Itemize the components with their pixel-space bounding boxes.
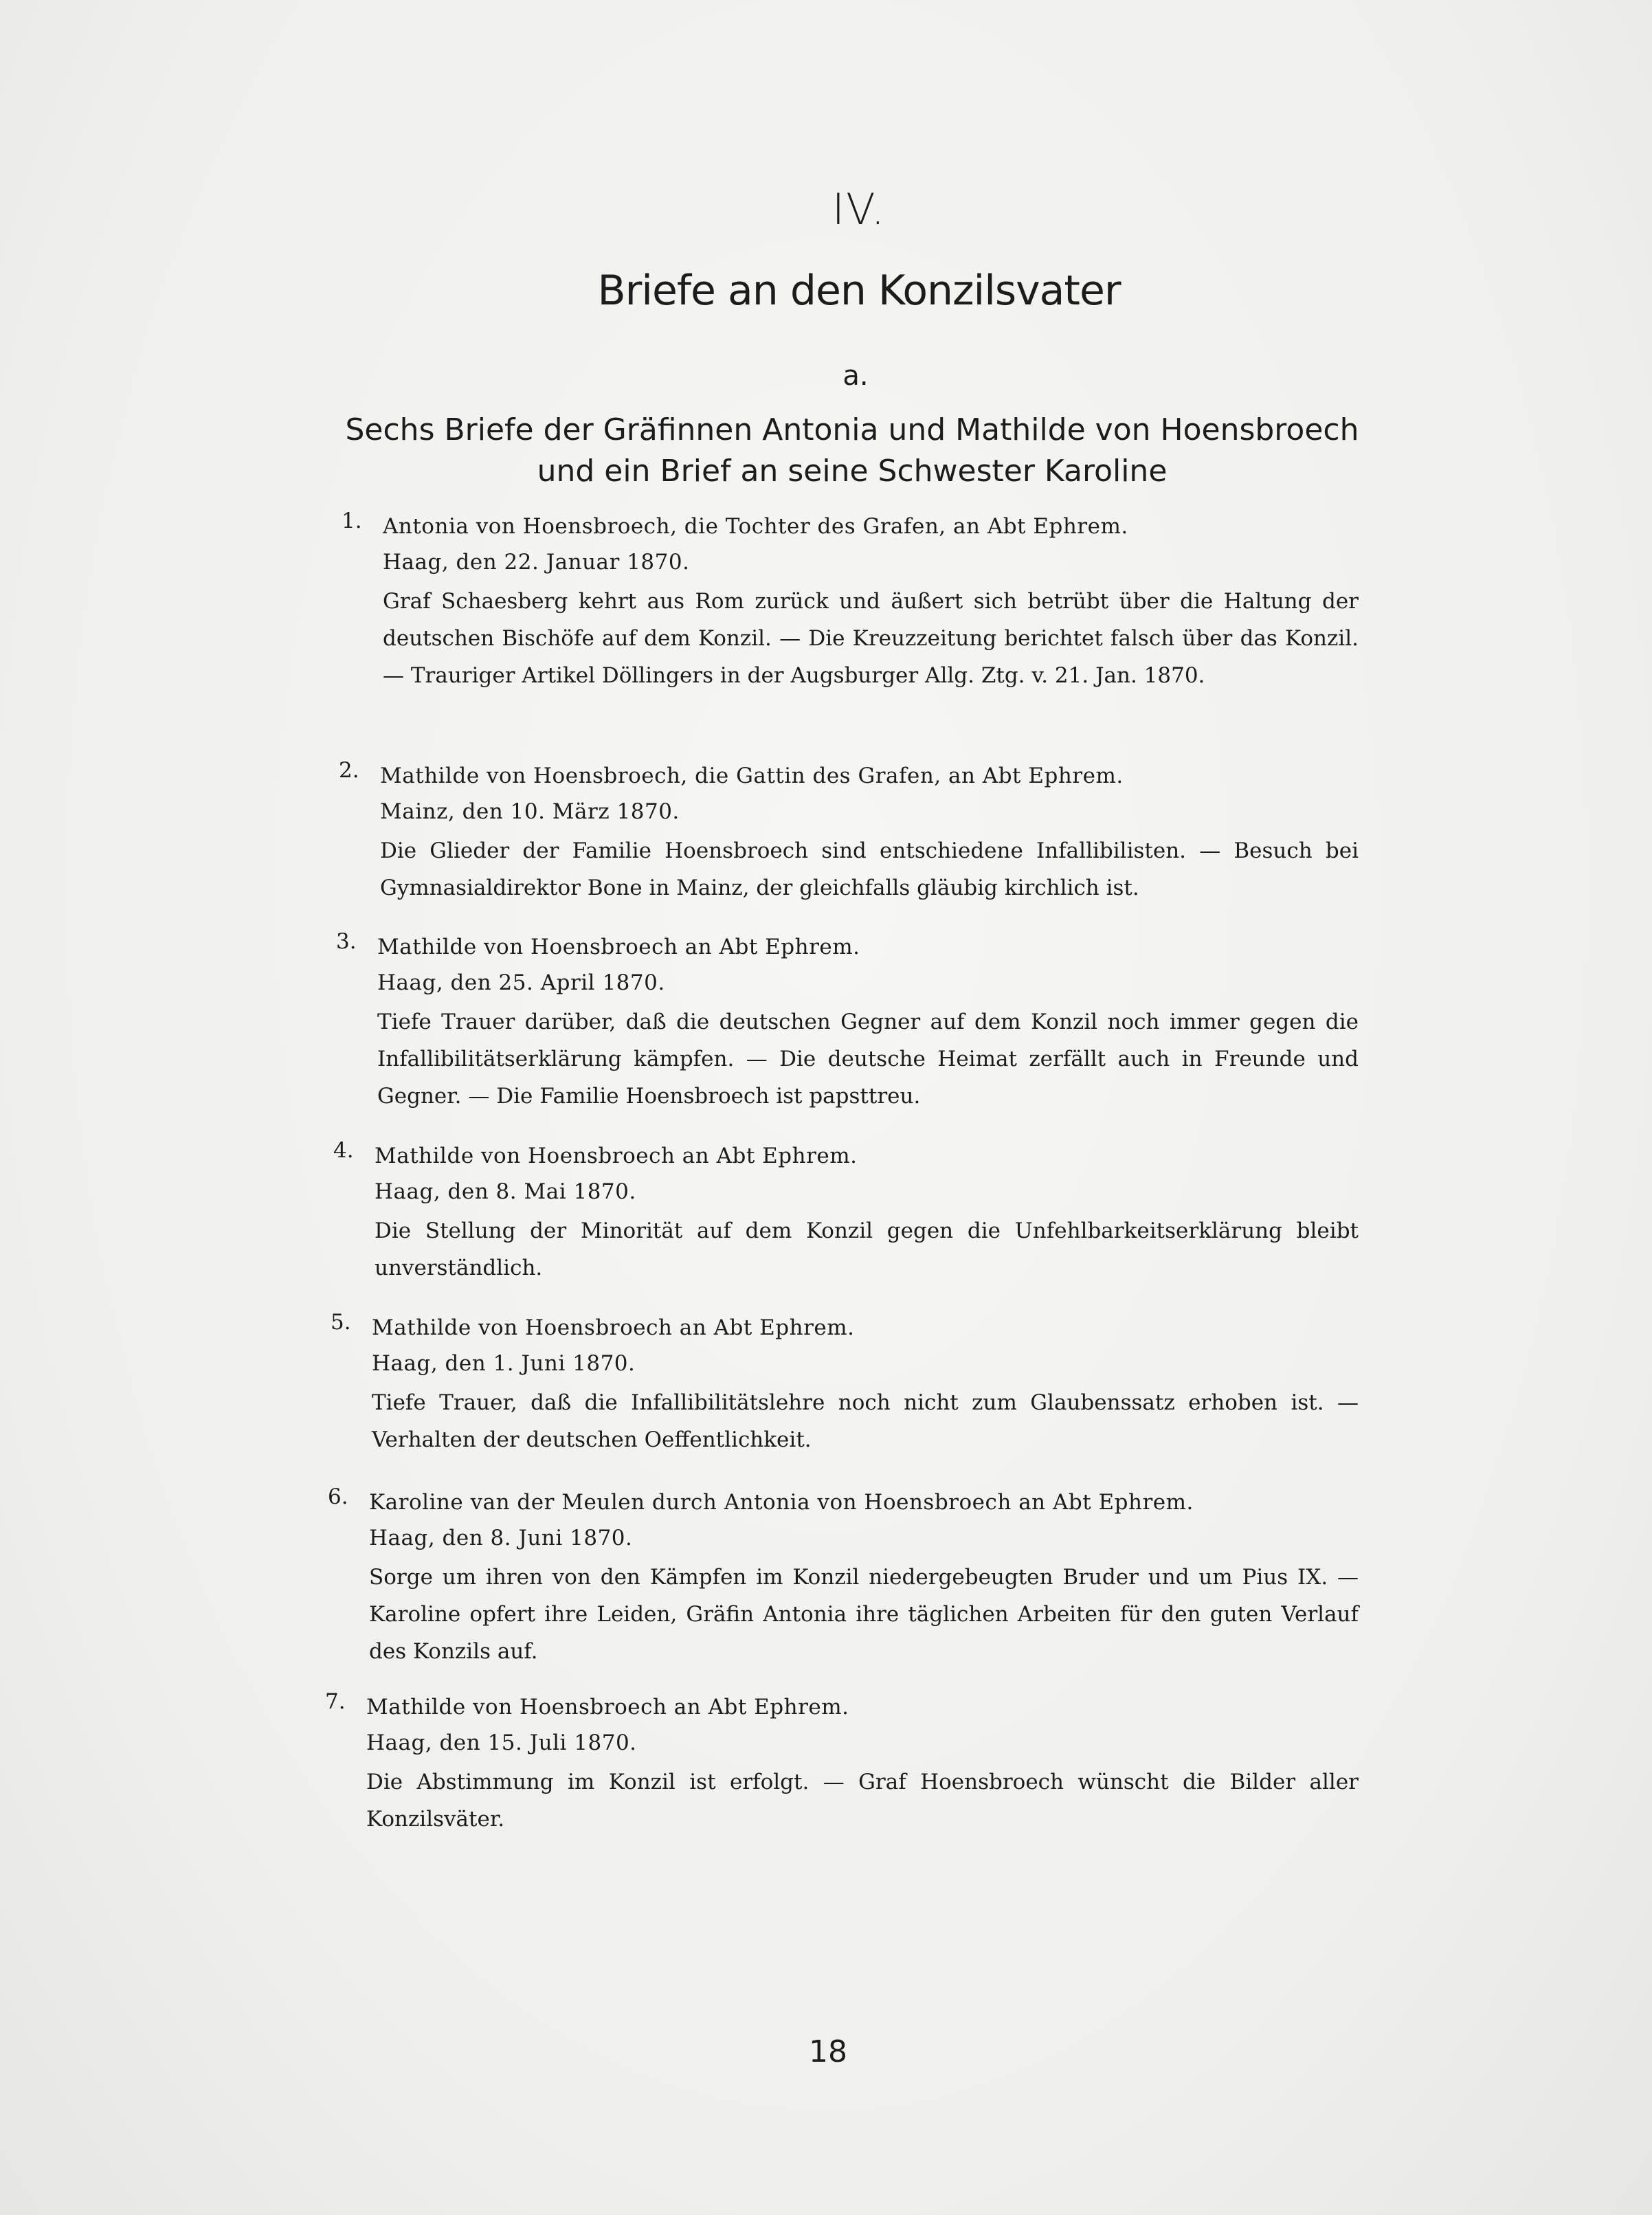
section-letter: a. (842, 360, 869, 392)
entry-number: 5. (331, 1310, 351, 1335)
letter-entry (328, 1484, 1359, 1670)
letter-entry (325, 1689, 1359, 1838)
section-title (0, 410, 1652, 492)
entry-number: 7. (325, 1689, 346, 1714)
entry-place-date: Haag, den 1. Juni 1870. (372, 1351, 636, 1376)
entry-header: Karoline van der Meulen durch Antonia von Hoensbroech an Abt Ephrem. (369, 1490, 1194, 1515)
entry-header: Mathilde von Hoensbroech an Abt Ephrem. (377, 935, 860, 959)
entry-summary: Die Abstimmung im Konzil ist erfolgt. — Graf Hoensbroech wünscht die Bilder aller Konzilsväter. (366, 1770, 1359, 1832)
section-title-line-1: Sechs Briefe der Gräfinnen Antonia und Mathilde von Hoensbroech (345, 412, 1359, 447)
chapter-title: Briefe an den Konzilsvater (597, 267, 1121, 315)
entry-header: Antonia von Hoensbroech, die Tochter des Grafen, an Abt Ephrem. (383, 514, 1128, 539)
entry-place-date: Haag, den 8. Juni 1870. (369, 1526, 633, 1550)
entry-place-date: Haag, den 8. Mai 1870. (375, 1179, 636, 1204)
entry-place-date: Haag, den 25. April 1870. (377, 970, 665, 995)
entry-summary: Graf Schaesberg kehrt aus Rom zurück und äußert sich betrübt über die Haltung der deutschen Bischöfe auf dem Konzil. — Die Kreuzzeitung berichtet falsch über das Konzil. — Trauriger Artikel Döllingers in der Augsburger Allg. Ztg. v. 21. Jan. 1870. (383, 589, 1359, 688)
letter-entry (342, 509, 1359, 694)
page-number: 18 (809, 2034, 847, 2069)
letter-entry (333, 1138, 1359, 1287)
entry-header: Mathilde von Hoensbroech an Abt Ephrem. (375, 1144, 858, 1168)
entry-number: 1. (342, 509, 362, 533)
entry-summary: Die Glieder der Familie Hoensbroech sind entschiedene Infallibilisten. — Besuch bei Gymnasialdirektor Bone in Mainz, der gleichfalls gläubig kirchlich ist. (380, 838, 1359, 900)
entry-header: Mathilde von Hoensbroech an Abt Ephrem. (372, 1315, 855, 1340)
entry-number: 2. (339, 758, 359, 783)
entry-summary: Sorge um ihren von den Kämpfen im Konzil niedergebeugten Bruder und um Pius IX. — Karoline opfert ihre Leiden, Gräfin Antonia ihre täglichen Arbeiten für den guten Verlauf des Konzils auf. (369, 1565, 1359, 1664)
entry-summary: Die Stellung der Minorität auf dem Konzil gegen die Unfehlbarkeitserklärung bleibt unverständlich. (375, 1218, 1359, 1280)
entry-place-date: Haag, den 15. Juli 1870. (366, 1730, 637, 1755)
entry-summary: Tiefe Trauer, daß die Infallibilitätslehre noch nicht zum Glaubenssatz erhoben ist. — Verhalten der deutschen Oeffentlichkeit. (372, 1390, 1359, 1452)
entry-place-date: Mainz, den 10. März 1870. (380, 799, 680, 824)
entry-summary: Tiefe Trauer darüber, daß die deutschen Gegner auf dem Konzil noch immer gegen die Infallibilitätserklärung kämpfen. — Die deutsche Heimat zerfällt auch in Freunde und Gegner. — Die Familie Hoensbroech ist papsttreu. (377, 1010, 1359, 1109)
entry-number: 3. (336, 929, 357, 954)
entry-header: Mathilde von Hoensbroech an Abt Ephrem. (366, 1695, 849, 1719)
letter-entry (339, 758, 1359, 906)
chapter-roman-numeral: IV. (831, 184, 886, 234)
letter-entry (336, 929, 1359, 1115)
entry-number: 6. (328, 1484, 348, 1509)
section-title-line-2: und ein Brief an seine Schwester Karoline (537, 454, 1168, 489)
entry-place-date: Haag, den 22. Januar 1870. (383, 550, 690, 575)
letter-entry (331, 1310, 1359, 1458)
entry-number: 4. (333, 1138, 354, 1163)
entry-header: Mathilde von Hoensbroech, die Gattin des Grafen, an Abt Ephrem. (380, 764, 1124, 788)
